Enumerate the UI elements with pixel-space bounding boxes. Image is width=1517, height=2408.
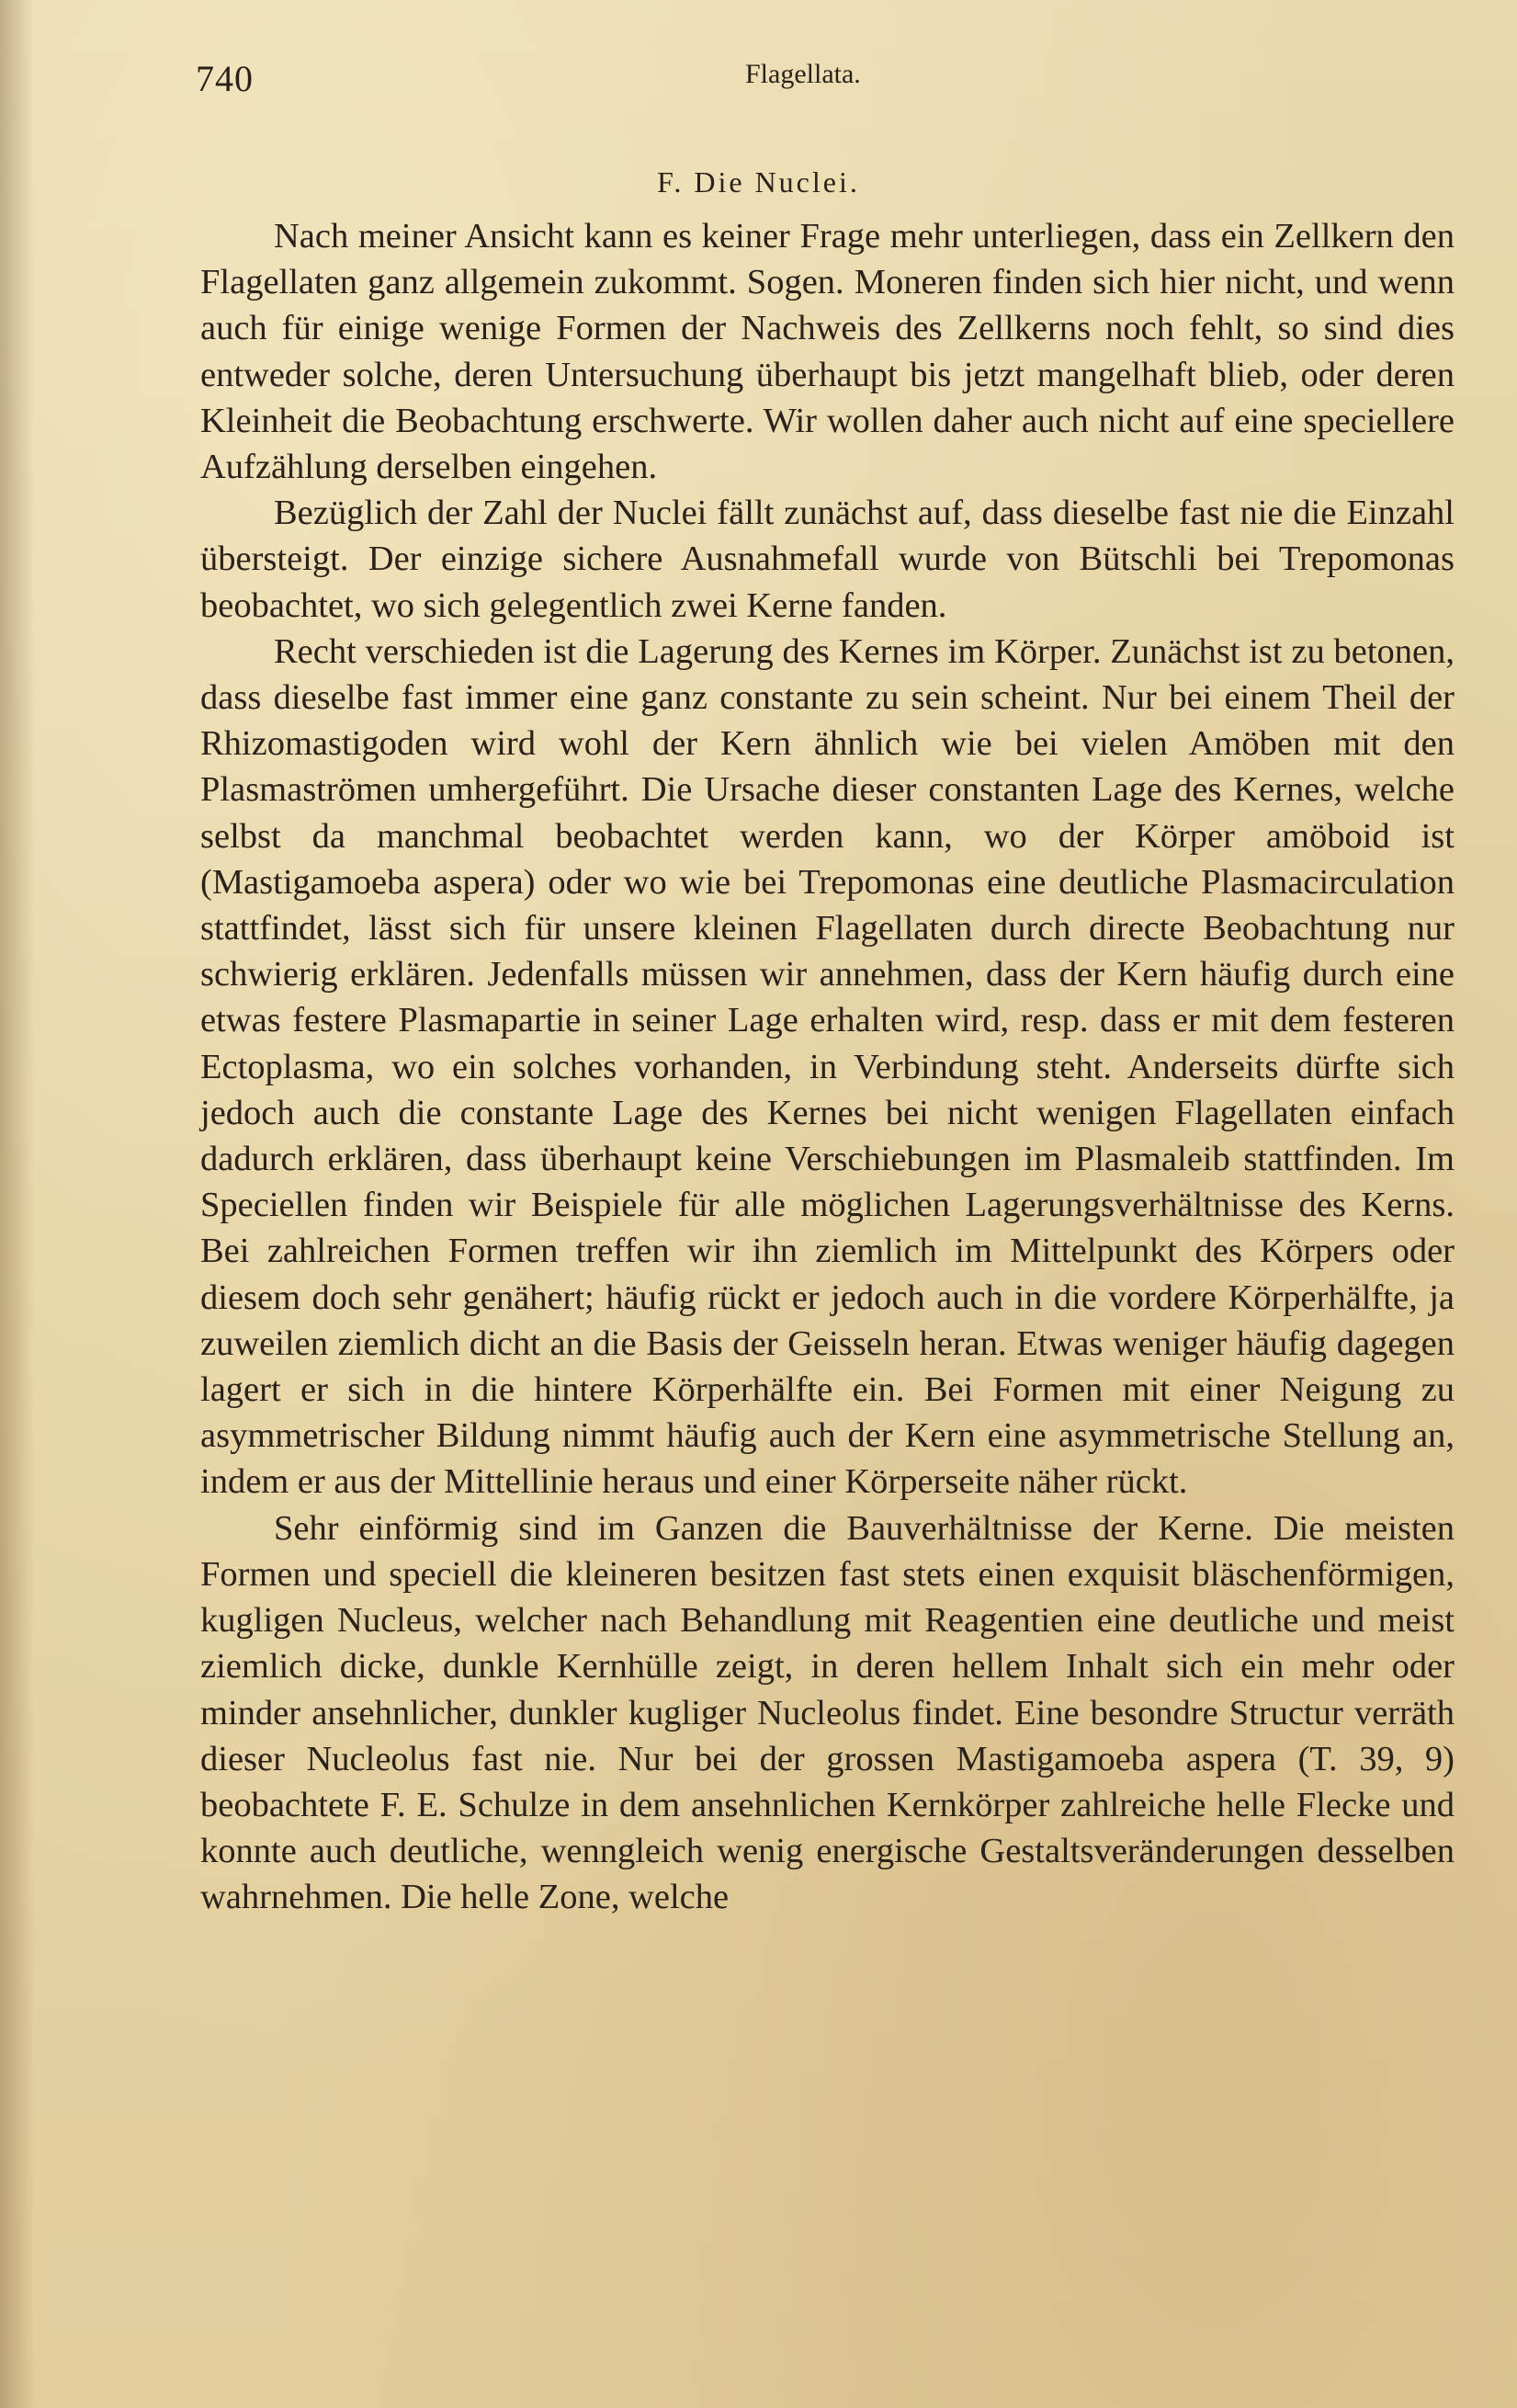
page-number: 740	[196, 58, 254, 99]
running-title: Flagellata.	[745, 59, 861, 89]
section-heading: F. Die Nuclei.	[657, 165, 860, 199]
paragraph: Recht verschieden ist die Lagerung des Kernes im Körper. Zunächst ist zu betonen, dass dieselbe fast immer eine ganz constante zu sein scheint. Nur bei einem Theil der Rhizomastigoden wird wohl der Kern ähnlich wie bei vielen Amöben mit den Plasmaströmen umhergeführt. Die Ursache dieser constanten Lage des Kernes, welche selbst da manchmal beobachtet werden kann, wo der Körper amöboid ist (Mastigamoeba aspera) oder wo wie bei Trepomonas eine deutliche Plasmacirculation stattfindet, lässt sich für unsere kleinen Flagellaten durch directe Beobachtung nur schwierig erklären. Jedenfalls müssen wir annehmen, dass der Kern häufig durch eine etwas festere Plasmapartie in seiner Lage erhalten wird, resp. dass er mit dem festeren Ectoplasma, wo ein solches vorhanden, in Verbindung steht. Anderseits dürfte sich jedoch auch die constante Lage des Kernes bei nicht wenigen Flagellaten einfach dadurch erklären, dass überhaupt keine Verschiebungen im Plasmaleib stattfinden. Im Speciellen finden wir Beispiele für alle möglichen Lagerungsverhältnisse des Kerns. Bei zahlreichen Formen treffen wir ihn ziemlich im Mittelpunkt des Körpers oder diesem doch sehr genähert; häufig rückt er jedoch auch in die vordere Körperhälfte, ja zuweilen ziemlich dicht an die Basis der Geisseln heran. Etwas weniger häufig dagegen lagert er sich in die hintere Körperhälfte ein. Bei Formen mit einer Neigung zu asymmetrischer Bildung nimmt häufig auch der Kern eine asymmetrische Stellung an, indem er aus der Mittellinie heraus und einer Körperseite näher rückt.	[200, 631, 1455, 1502]
paragraph: Nach meiner Ansicht kann es keiner Frage mehr unterliegen, dass ein Zellkern den Flagellaten ganz allgemein zukommt. Sogen. Moneren finden sich hier nicht, und wenn auch für einige wenige Formen der Nachweis des Zellkerns noch fehlt, so sind dies entweder solche, deren Untersuchung überhaupt bis jetzt mangelhaft blieb, oder deren Kleinheit die Beobachtung erschwerte. Wir wollen daher auch nicht auf eine speciellere Aufzählung derselben eingehen.	[200, 217, 1455, 487]
body-text	[200, 213, 1455, 1921]
page-gutter-shadow	[0, 0, 35, 2408]
paragraph: Sehr einförmig sind im Ganzen die Bauverhältnisse der Kerne. Die meisten Formen und speciell die kleineren besitzen fast stets einen exquisit bläschenförmigen, kugligen Nucleus, welcher nach Behandlung mit Reagentien eine deutliche und meist ziemlich dicke, dunkle Kernhülle zeigt, in deren hellem Inhalt sich ein mehr oder minder ansehnlicher, dunkler kugliger Nucleolus findet. Eine besondre Structur verräth dieser Nucleolus fast nie. Nur bei der grossen Mastigamoeba aspera (T. 39, 9) beobachtete F. E. Schulze in dem ansehnlichen Kernkörper zahlreiche helle Flecke und konnte auch deutliche, wenngleich wenig energische Gestaltsveränderungen desselben wahrnehmen. Die helle Zone, welche	[200, 1508, 1455, 1917]
running-head	[196, 51, 1459, 107]
paragraph: Bezüglich der Zahl der Nuclei fällt zunächst auf, dass dieselbe fast nie die Einzahl übersteigt. Der einzige sichere Ausnahmefall wurde von Bütschli bei Trepomonas beobachtet, wo sich gelegentlich zwei Kerne fanden.	[200, 494, 1455, 625]
